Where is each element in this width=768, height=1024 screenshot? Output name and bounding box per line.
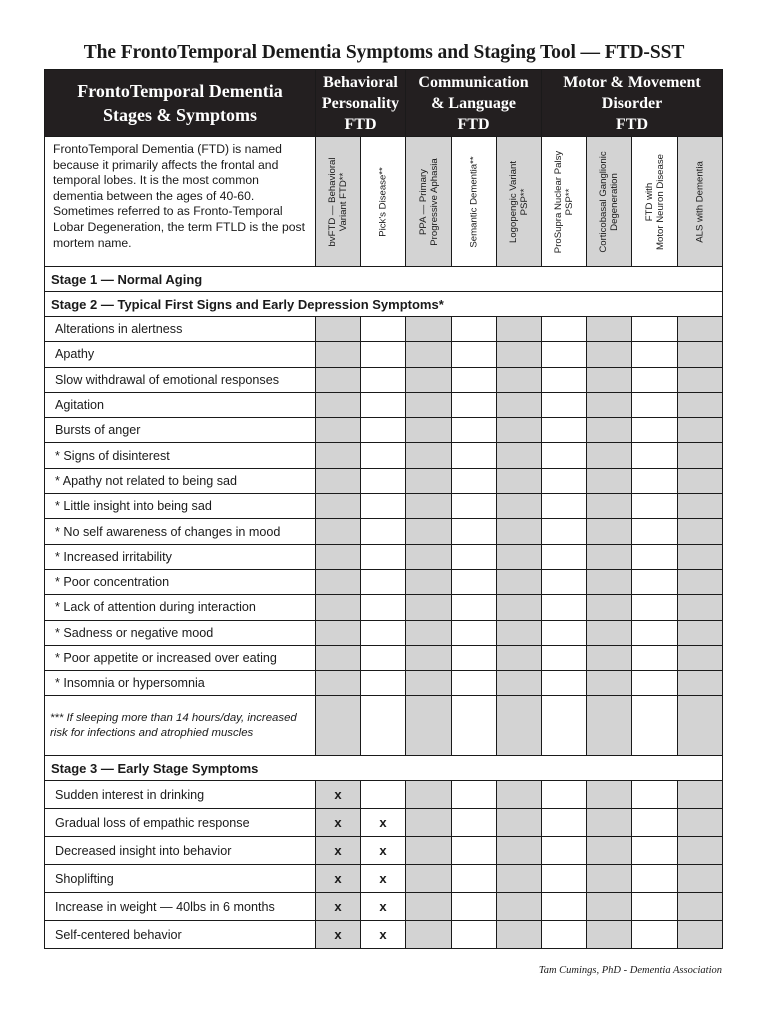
table-row [45, 671, 723, 696]
check-cell [678, 443, 723, 468]
check-cell [542, 865, 587, 893]
table-row [45, 893, 723, 921]
check-cell [542, 418, 587, 443]
check-cell [316, 569, 361, 594]
column-als-dementia: ALS with Dementia [678, 137, 723, 267]
check-cell [678, 342, 723, 367]
symptom-label: Gradual loss of empathic response [45, 809, 316, 837]
intro-row [45, 137, 723, 267]
check-cell [316, 367, 361, 392]
check-cell [632, 468, 678, 493]
check-cell [678, 317, 723, 342]
table-row [45, 367, 723, 392]
check-cell [678, 781, 723, 809]
stage-1-row [45, 267, 723, 292]
check-cell [316, 494, 361, 519]
check-cell [497, 494, 542, 519]
symptom-label: * Poor appetite or increased over eating [45, 645, 316, 670]
check-cell [542, 367, 587, 392]
check-cell [452, 809, 497, 837]
check-cell [542, 468, 587, 493]
check-cell [361, 367, 406, 392]
symptom-label: Decreased insight into behavior [45, 837, 316, 865]
check-cell [361, 468, 406, 493]
check-cell [587, 519, 632, 544]
check-cell [587, 781, 632, 809]
check-cell [632, 865, 678, 893]
check-cell [542, 595, 587, 620]
table-row [45, 865, 723, 893]
check-cell [316, 468, 361, 493]
check-cell [497, 696, 542, 756]
table-row [45, 317, 723, 342]
check-cell [632, 893, 678, 921]
check-cell [361, 645, 406, 670]
check-cell [452, 468, 497, 493]
check-cell [452, 620, 497, 645]
check-cell [542, 696, 587, 756]
check-cell [587, 595, 632, 620]
behavioral-group-heading: Behavioral Personality FTD [316, 70, 406, 137]
check-cell [316, 544, 361, 569]
sleep-note: *** If sleeping more than 14 hours/day, increased risk for infections and atrophied muscles [45, 696, 316, 756]
motor-group-heading: Motor & Movement Disorder FTD [542, 70, 723, 137]
check-cell [542, 893, 587, 921]
check-cell [452, 781, 497, 809]
table-row [45, 569, 723, 594]
check-cell [406, 494, 452, 519]
table-row [45, 620, 723, 645]
check-cell [361, 544, 406, 569]
check-cell [452, 443, 497, 468]
check-cell [587, 443, 632, 468]
check-cell: x [316, 893, 361, 921]
check-cell [587, 865, 632, 893]
check-cell [497, 865, 542, 893]
check-cell [542, 569, 587, 594]
check-cell: x [316, 865, 361, 893]
check-cell [406, 781, 452, 809]
check-cell [542, 317, 587, 342]
check-cell [632, 392, 678, 417]
check-cell [452, 921, 497, 949]
check-cell [542, 544, 587, 569]
column-semantic-dementia: Semantic Dementia** [452, 137, 497, 267]
check-cell [452, 342, 497, 367]
check-cell [406, 671, 452, 696]
check-cell [361, 392, 406, 417]
check-cell [406, 367, 452, 392]
symptom-label: * Poor concentration [45, 569, 316, 594]
symptom-label: Self-centered behavior [45, 921, 316, 949]
check-cell [497, 620, 542, 645]
check-cell [678, 392, 723, 417]
table-row [45, 468, 723, 493]
check-cell [542, 645, 587, 670]
check-cell [452, 418, 497, 443]
check-cell [632, 519, 678, 544]
symptom-label: Bursts of anger [45, 418, 316, 443]
document-title: The FrontoTemporal Dementia Symptoms and Staging Tool — FTD-SST [83, 42, 685, 63]
symptom-label: Increase in weight — 40lbs in 6 months [45, 893, 316, 921]
check-cell [542, 342, 587, 367]
check-cell [452, 392, 497, 417]
check-cell [587, 809, 632, 837]
check-cell [316, 671, 361, 696]
check-cell [587, 317, 632, 342]
symptom-label: * Signs of disinterest [45, 443, 316, 468]
check-cell: x [361, 809, 406, 837]
check-cell [632, 921, 678, 949]
check-cell [452, 645, 497, 670]
check-cell [542, 837, 587, 865]
symptom-label: * No self awareness of changes in mood [45, 519, 316, 544]
check-cell [361, 519, 406, 544]
check-cell [361, 620, 406, 645]
symptom-label: * Sadness or negative mood [45, 620, 316, 645]
check-cell [587, 544, 632, 569]
table-row [45, 837, 723, 865]
check-cell [406, 392, 452, 417]
check-cell [497, 468, 542, 493]
check-cell: x [316, 921, 361, 949]
check-cell [361, 317, 406, 342]
check-cell [632, 595, 678, 620]
check-cell [452, 595, 497, 620]
column-ppa: PPA — Primary Progressive Aphasia [406, 137, 452, 267]
check-cell [497, 921, 542, 949]
check-cell [678, 837, 723, 865]
symptom-label: * Increased irritability [45, 544, 316, 569]
check-cell [587, 645, 632, 670]
check-cell [406, 519, 452, 544]
check-cell [632, 443, 678, 468]
check-cell [316, 645, 361, 670]
check-cell [452, 494, 497, 519]
check-cell [632, 544, 678, 569]
check-cell [632, 671, 678, 696]
check-cell [632, 837, 678, 865]
table-row [45, 342, 723, 367]
table-row [45, 494, 723, 519]
table-row [45, 418, 723, 443]
table-row [45, 443, 723, 468]
check-cell [587, 620, 632, 645]
column-ftd-motor-neuron: FTD with Motor Neuron Disease [632, 137, 678, 267]
column-bvftd: bvFTD — Behavioral Variant FTD** [316, 137, 361, 267]
check-cell [497, 519, 542, 544]
check-cell [632, 809, 678, 837]
check-cell [542, 519, 587, 544]
check-cell [406, 809, 452, 837]
check-cell [316, 392, 361, 417]
check-cell [497, 569, 542, 594]
check-cell [406, 921, 452, 949]
check-cell: x [361, 921, 406, 949]
symptom-label: Shoplifting [45, 865, 316, 893]
check-cell: x [361, 893, 406, 921]
column-prosupra-nuclear-palsy: ProSupra Nuclear Palsy PSP** [542, 137, 587, 267]
check-cell [542, 921, 587, 949]
footer-credit: Tam Cumings, PhD - Dementia Association [538, 965, 722, 976]
check-cell [406, 544, 452, 569]
check-cell [452, 671, 497, 696]
check-cell [406, 893, 452, 921]
check-cell [632, 645, 678, 670]
check-cell [316, 418, 361, 443]
check-cell [542, 781, 587, 809]
symptom-label: * Apathy not related to being sad [45, 468, 316, 493]
check-cell [678, 494, 723, 519]
check-cell [452, 367, 497, 392]
stage-3-row [45, 756, 723, 781]
check-cell [587, 342, 632, 367]
check-cell [452, 544, 497, 569]
check-cell [316, 620, 361, 645]
check-cell [497, 781, 542, 809]
table-row [45, 544, 723, 569]
check-cell [587, 893, 632, 921]
check-cell: x [316, 781, 361, 809]
check-cell [497, 443, 542, 468]
check-cell [406, 468, 452, 493]
symptom-label: * Little insight into being sad [45, 494, 316, 519]
check-cell [587, 696, 632, 756]
check-cell [452, 893, 497, 921]
intro-text: FrontoTemporal Dementia (FTD) is named because it primarily affects the frontal and temporal lobes. It is the most common dementia between the ages of 40-60. Sometimes referred to as Fronto-Temporal Lobar Degeneration, the term FTLD is the post mortem name. [45, 137, 316, 267]
stage-2-label: Stage 2 — Typical First Signs and Early Depression Symptoms* [45, 292, 723, 317]
check-cell: x [361, 837, 406, 865]
check-cell [632, 569, 678, 594]
check-cell [361, 595, 406, 620]
check-cell [497, 809, 542, 837]
table-header-row [45, 70, 723, 137]
check-cell [497, 317, 542, 342]
staging-table [44, 69, 723, 949]
stage-2-row [45, 292, 723, 317]
check-cell [316, 519, 361, 544]
check-cell [678, 418, 723, 443]
check-cell [497, 367, 542, 392]
column-corticobasal: Corticobasal Ganglionic Degeneration [587, 137, 632, 267]
check-cell [316, 696, 361, 756]
symptom-label: * Lack of attention during interaction [45, 595, 316, 620]
check-cell [452, 519, 497, 544]
check-cell [587, 921, 632, 949]
check-cell [316, 595, 361, 620]
table-row [45, 392, 723, 417]
table-row [45, 645, 723, 670]
check-cell [678, 645, 723, 670]
check-cell [587, 569, 632, 594]
check-cell [406, 620, 452, 645]
check-cell [542, 392, 587, 417]
table-row [45, 595, 723, 620]
symptom-label: Sudden interest in drinking [45, 781, 316, 809]
check-cell [678, 893, 723, 921]
check-cell [678, 809, 723, 837]
check-cell [452, 569, 497, 594]
check-cell [497, 342, 542, 367]
check-cell [406, 443, 452, 468]
column-logopengic-variant: Logopengic Variant PSP** [497, 137, 542, 267]
check-cell [542, 443, 587, 468]
check-cell [632, 418, 678, 443]
check-cell [678, 519, 723, 544]
symptom-label: Slow withdrawal of emotional responses [45, 367, 316, 392]
check-cell [361, 342, 406, 367]
check-cell [406, 696, 452, 756]
check-cell [632, 620, 678, 645]
check-cell [497, 595, 542, 620]
column-picks-disease: Pick's Disease** [361, 137, 406, 267]
symptom-label: Agitation [45, 392, 316, 417]
check-cell [406, 342, 452, 367]
check-cell [316, 317, 361, 342]
table-row [45, 809, 723, 837]
check-cell [361, 418, 406, 443]
check-cell [587, 468, 632, 493]
stages-symptoms-heading: FrontoTemporal Dementia Stages & Symptoms [45, 70, 316, 137]
check-cell [632, 367, 678, 392]
check-cell [497, 893, 542, 921]
check-cell [316, 342, 361, 367]
stage-3-label: Stage 3 — Early Stage Symptoms [45, 756, 723, 781]
check-cell [678, 865, 723, 893]
table-row [45, 519, 723, 544]
check-cell [587, 837, 632, 865]
check-cell [678, 367, 723, 392]
check-cell [406, 595, 452, 620]
check-cell [678, 620, 723, 645]
check-cell [632, 342, 678, 367]
check-cell [361, 671, 406, 696]
symptom-label: * Insomnia or hypersomnia [45, 671, 316, 696]
check-cell [587, 367, 632, 392]
check-cell [587, 392, 632, 417]
check-cell [678, 595, 723, 620]
check-cell [497, 837, 542, 865]
table-row [45, 921, 723, 949]
check-cell [316, 443, 361, 468]
check-cell [406, 317, 452, 342]
check-cell [406, 418, 452, 443]
symptom-label: Alterations in alertness [45, 317, 316, 342]
check-cell [678, 544, 723, 569]
check-cell [632, 696, 678, 756]
check-cell [542, 494, 587, 519]
check-cell [406, 569, 452, 594]
check-cell [678, 921, 723, 949]
symptom-label: Apathy [45, 342, 316, 367]
table-row [45, 781, 723, 809]
check-cell [632, 494, 678, 519]
check-cell [361, 494, 406, 519]
communication-group-heading: Communication & Language FTD [406, 70, 542, 137]
sleep-note-row [45, 696, 723, 756]
check-cell [542, 671, 587, 696]
check-cell [632, 781, 678, 809]
check-cell: x [361, 865, 406, 893]
check-cell [452, 837, 497, 865]
check-cell [361, 569, 406, 594]
check-cell [678, 468, 723, 493]
check-cell [587, 494, 632, 519]
check-cell [452, 696, 497, 756]
check-cell: x [316, 809, 361, 837]
check-cell [452, 317, 497, 342]
check-cell [406, 645, 452, 670]
check-cell [497, 544, 542, 569]
check-cell [678, 696, 723, 756]
check-cell [587, 671, 632, 696]
check-cell [587, 418, 632, 443]
check-cell [406, 837, 452, 865]
check-cell [632, 317, 678, 342]
check-cell [497, 671, 542, 696]
check-cell [361, 443, 406, 468]
check-cell [497, 392, 542, 417]
check-cell [361, 781, 406, 809]
check-cell [542, 809, 587, 837]
check-cell [452, 865, 497, 893]
check-cell [497, 645, 542, 670]
check-cell [678, 569, 723, 594]
check-cell [361, 696, 406, 756]
stage-1-label: Stage 1 — Normal Aging [45, 267, 723, 292]
check-cell: x [316, 837, 361, 865]
check-cell [497, 418, 542, 443]
check-cell [542, 620, 587, 645]
check-cell [678, 671, 723, 696]
check-cell [406, 865, 452, 893]
